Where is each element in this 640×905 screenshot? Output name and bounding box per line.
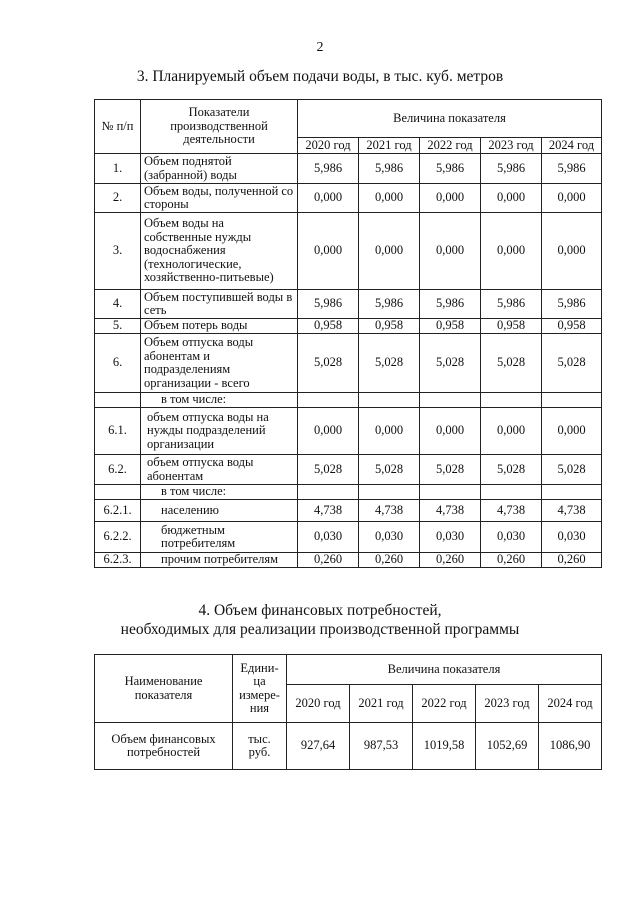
row-name: Объем отпуска воды абонентам и подразделениям организации - всего — [141, 334, 298, 393]
table-row — [95, 455, 602, 485]
row-value: 0,000 — [298, 213, 359, 290]
row-value: 5,986 — [542, 154, 602, 184]
row-name: бюджетным потребителям — [141, 522, 298, 553]
table-row — [95, 319, 602, 334]
row-value: 5,986 — [420, 154, 481, 184]
row-value: 4,738 — [298, 500, 359, 522]
row-value — [359, 485, 420, 500]
row-num: 6.2.2. — [95, 522, 141, 553]
table-row — [95, 522, 602, 553]
row-value: 5,028 — [542, 455, 602, 485]
row-value: 4,738 — [542, 500, 602, 522]
row-value: 5,028 — [542, 334, 602, 393]
row-value: 5,028 — [359, 455, 420, 485]
year-cell: 2023 год — [476, 685, 539, 723]
row-num: 6.2. — [95, 455, 141, 485]
row-num: 4. — [95, 290, 141, 319]
row-value: 0,260 — [359, 553, 420, 568]
header-unit: Едини- ца измере- ния — [233, 655, 287, 723]
table-row — [95, 393, 602, 408]
row-value: 5,986 — [359, 154, 420, 184]
row-value: 5,028 — [298, 334, 359, 393]
year-cell: 2022 год — [420, 138, 481, 154]
row-value: 5,028 — [420, 455, 481, 485]
row-value: 0,958 — [298, 319, 359, 334]
row-value: 0,000 — [298, 184, 359, 213]
row-num: 6.1. — [95, 408, 141, 455]
row-value: 0,000 — [359, 213, 420, 290]
header-value: Величина показателя — [287, 655, 602, 685]
year-cell: 2023 год — [481, 138, 542, 154]
row-value: 5,986 — [481, 290, 542, 319]
row-value: 0,000 — [542, 184, 602, 213]
row-num: 5. — [95, 319, 141, 334]
row-name: Объем поднятой (забранной) воды — [141, 154, 298, 184]
row-value: 1019,58 — [413, 723, 476, 770]
row-value: 0,030 — [542, 522, 602, 553]
section-4-title-line2: необходимых для реализации производственной программы — [120, 621, 520, 638]
row-name: объем отпуска воды абонентам — [141, 455, 298, 485]
year-cell: 2024 год — [542, 138, 602, 154]
row-value: 1086,90 — [539, 723, 602, 770]
row-num — [95, 485, 141, 500]
row-value: 0,000 — [420, 408, 481, 455]
row-name: в том числе: — [141, 485, 298, 500]
row-value: 5,986 — [481, 154, 542, 184]
row-value: 5,028 — [298, 455, 359, 485]
row-value: 0,000 — [542, 213, 602, 290]
row-value: 0,030 — [481, 522, 542, 553]
row-num: 6.2.3. — [95, 553, 141, 568]
row-value: 0,000 — [359, 408, 420, 455]
year-cell: 2020 год — [287, 685, 350, 723]
row-value — [420, 485, 481, 500]
year-cell: 2021 год — [350, 685, 413, 723]
row-value: 0,000 — [359, 184, 420, 213]
table-row — [95, 334, 602, 393]
row-value — [481, 393, 542, 408]
table-row — [95, 500, 602, 522]
section-3-title: 3. Планируемый объем подачи воды, в тыс. куб. метров — [136, 68, 504, 85]
row-name: Объем воды на собственные нужды водоснабжения (технологические, хозяйственно-питьевые) — [141, 213, 298, 290]
row-num: 6.2.1. — [95, 500, 141, 522]
row-value: 0,260 — [481, 553, 542, 568]
row-value: 0,000 — [481, 184, 542, 213]
row-value — [542, 393, 602, 408]
year-cell: 2020 год — [298, 138, 359, 154]
row-value: 987,53 — [350, 723, 413, 770]
section-4-title-line1: 4. Объем финансовых потребностей, — [198, 602, 442, 619]
row-num: 1. — [95, 154, 141, 184]
row-value: 5,986 — [298, 154, 359, 184]
row-name: Объем потерь воды — [141, 319, 298, 334]
row-num: 3. — [95, 213, 141, 290]
row-value: 5,986 — [298, 290, 359, 319]
table-row — [95, 485, 602, 500]
table-row — [95, 723, 602, 770]
row-unit: тыс. руб. — [233, 723, 287, 770]
header-indicator: Показатели производственной деятельности — [141, 100, 298, 154]
row-value — [359, 393, 420, 408]
row-value — [298, 485, 359, 500]
row-value: 5,028 — [359, 334, 420, 393]
row-name: Объем финансовых потребностей — [95, 723, 233, 770]
row-value: 4,738 — [420, 500, 481, 522]
row-num: 6. — [95, 334, 141, 393]
row-value: 5,028 — [481, 455, 542, 485]
page-number: 2 — [316, 40, 324, 55]
row-value: 5,028 — [481, 334, 542, 393]
row-value: 0,000 — [420, 213, 481, 290]
row-value: 927,64 — [287, 723, 350, 770]
row-value — [542, 485, 602, 500]
row-value: 0,958 — [542, 319, 602, 334]
row-name: в том числе: — [141, 393, 298, 408]
row-value — [481, 485, 542, 500]
year-cell: 2022 год — [413, 685, 476, 723]
table-row — [95, 213, 602, 290]
row-value: 0,030 — [420, 522, 481, 553]
row-value: 0,030 — [298, 522, 359, 553]
table-row — [95, 408, 602, 455]
header-name: Наименование показателя — [95, 655, 233, 723]
row-name: населению — [141, 500, 298, 522]
table-row — [95, 154, 602, 184]
row-value: 5,028 — [420, 334, 481, 393]
year-cell: 2021 год — [359, 138, 420, 154]
header-num: № п/п — [95, 100, 141, 154]
row-value: 0,030 — [359, 522, 420, 553]
row-value: 0,000 — [481, 408, 542, 455]
row-value — [420, 393, 481, 408]
row-num — [95, 393, 141, 408]
row-name: Объем воды, полученной со стороны — [141, 184, 298, 213]
row-value: 0,000 — [481, 213, 542, 290]
row-value: 0,000 — [542, 408, 602, 455]
table-row — [95, 290, 602, 319]
row-value: 4,738 — [481, 500, 542, 522]
row-value: 5,986 — [359, 290, 420, 319]
row-name: Объем поступившей воды в сеть — [141, 290, 298, 319]
water-supply-table — [94, 99, 602, 568]
row-value: 0,958 — [481, 319, 542, 334]
row-value: 0,958 — [359, 319, 420, 334]
row-value — [298, 393, 359, 408]
financial-needs-table — [94, 654, 602, 770]
row-value: 0,260 — [420, 553, 481, 568]
row-value: 0,958 — [420, 319, 481, 334]
row-value: 0,000 — [420, 184, 481, 213]
row-value: 5,986 — [542, 290, 602, 319]
table-row — [95, 553, 602, 568]
row-value: 5,986 — [420, 290, 481, 319]
row-name: объем отпуска воды на нужды подразделений организации — [141, 408, 298, 455]
year-cell: 2024 год — [539, 685, 602, 723]
row-value: 0,260 — [542, 553, 602, 568]
row-value: 0,000 — [298, 408, 359, 455]
row-value: 1052,69 — [476, 723, 539, 770]
header-value: Величина показателя — [298, 100, 602, 138]
table-row — [95, 184, 602, 213]
row-value: 0,260 — [298, 553, 359, 568]
row-num: 2. — [95, 184, 141, 213]
row-value: 4,738 — [359, 500, 420, 522]
row-name: прочим потребителям — [141, 553, 298, 568]
